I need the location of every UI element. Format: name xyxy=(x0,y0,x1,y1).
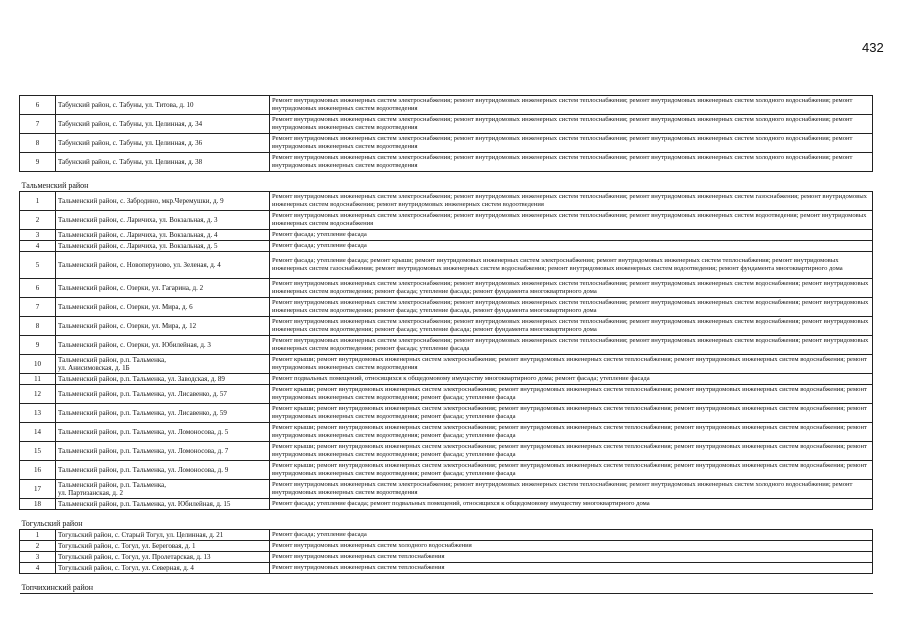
row-address: Тальменский район, с. Ларичиха, ул. Вокзальная, д. 3 xyxy=(56,211,270,230)
row-address: Тогульский район, с. Тогул, ул. Северная, д. 4 xyxy=(56,563,270,574)
row-works: Ремонт крыши; ремонт внутридомовых инженерных систем электроснабжения; ремонт внутридомовых инженерных систем теплоснабжения; ремонт внутридомовых инженерных систем водоснабжения; ремонт внутридомовых инженерных систем водоотведения; ремонт фасада; утепление фасада xyxy=(270,404,873,423)
row-works: Ремонт внутридомовых инженерных систем электроснабжения; ремонт внутридомовых инженерных систем теплоснабжения; ремонт внутридомовых инженерных систем водоснабжения; ремонт внутридомовых инженерных систем водоотведения; ремонт фасада; утепление фасада, ремонт фундамента многоквартирного дома xyxy=(270,298,873,317)
row-number: 4 xyxy=(20,241,56,252)
row-address: Тальменский район, р.п. Тальменка, ул. Заводская, д. 89 xyxy=(56,374,270,385)
row-address: Тогульский район, с. Тогул, ул. Пролетарская, д. 13 xyxy=(56,552,270,563)
row-address: Тальменский район, с. Озерки, ул. Юбилейная, д. 3 xyxy=(56,336,270,355)
table-row xyxy=(20,336,873,355)
row-number: 2 xyxy=(20,541,56,552)
row-number: 7 xyxy=(20,298,56,317)
row-works: Ремонт подвальных помещений, относящихся к общедомовому имуществу многоквартирного дома; ремонт фасада; утепление фасада xyxy=(270,374,873,385)
table-row xyxy=(20,374,873,385)
table-row xyxy=(20,423,873,442)
row-number: 9 xyxy=(20,336,56,355)
row-number: 17 xyxy=(20,480,56,499)
row-number: 3 xyxy=(20,552,56,563)
page-number: 432 xyxy=(862,40,884,55)
table-row xyxy=(20,96,873,115)
row-works: Ремонт внутридомовых инженерных систем холодного водоснабжения xyxy=(270,541,873,552)
row-works: Ремонт внутридомовых инженерных систем электроснабжения; ремонт внутридомовых инженерных систем теплоснабжения; ремонт внутридомовых инженерных систем холодного водоснабжения; ремонт внутридомовых инженерных систем водоотведения xyxy=(270,115,873,134)
section-title: Тогульский район xyxy=(20,510,873,530)
row-works: Ремонт внутридомовых инженерных систем электроснабжения; ремонт внутридомовых инженерных систем теплоснабжения; ремонт внутридомовых инженерных систем холодного водоснабжения; ремонт внутридомовых инженерных систем водоотведения xyxy=(270,153,873,172)
row-address: Тальменский район, с. Ларичиха, ул. Вокзальная, д. 5 xyxy=(56,241,270,252)
row-number: 8 xyxy=(20,134,56,153)
table-row xyxy=(20,499,873,510)
row-works: Ремонт внутридомовых инженерных систем теплоснабжения xyxy=(270,552,873,563)
table-row xyxy=(20,241,873,252)
row-number: 1 xyxy=(20,192,56,211)
table-row xyxy=(20,279,873,298)
row-works: Ремонт внутридомовых инженерных систем электроснабжения; ремонт внутридомовых инженерных систем теплоснабжения; ремонт внутридомовых инженерных систем водоотведения; ремонт внутридомовых инженерных систем водоснабжения xyxy=(270,211,873,230)
row-number: 2 xyxy=(20,211,56,230)
row-works: Ремонт крыши; ремонт внутридомовых инженерных систем электроснабжения; ремонт внутридомовых инженерных систем теплоснабжения; ремонт внутридомовых инженерных систем водоснабжения; ремонт внутридомовых инженерных систем водоотведения; ремонт фасада; утепление фасада xyxy=(270,385,873,404)
row-works: Ремонт внутридомовых инженерных систем электроснабжения; ремонт внутридомовых инженерных систем теплоснабжения; ремонт внутридомовых инженерных систем холодного водоснабжения; ремонт внутридомовых инженерных систем водоотведения xyxy=(270,134,873,153)
row-number: 18 xyxy=(20,499,56,510)
section-header xyxy=(20,574,873,594)
table-row xyxy=(20,298,873,317)
row-address: Тальменский район, с. Ларичиха, ул. Вокзальная, д. 4 xyxy=(56,230,270,241)
section-header xyxy=(20,172,873,192)
row-address: Тальменский район, р.п. Тальменка, ул. Юбилейная, д. 15 xyxy=(56,499,270,510)
section-title: Топчихинский район xyxy=(20,574,873,594)
row-works: Ремонт крыши; ремонт внутридомовых инженерных систем электроснабжения; ремонт внутридомовых инженерных систем теплоснабжения; ремонт внутридомовых инженерных систем водоснабжения; ремонт внутридомовых инженерных систем водоотведения; ремонт фасада; утепление фасада xyxy=(270,423,873,442)
row-number: 1 xyxy=(20,530,56,541)
table-row xyxy=(20,211,873,230)
table-row xyxy=(20,530,873,541)
row-works: Ремонт фасада; утепление фасада; ремонт подвальных помещений, относящихся к общедомовому имуществу многоквартирного дома xyxy=(270,499,873,510)
table-row xyxy=(20,252,873,279)
row-works: Ремонт фасада; утепление фасада xyxy=(270,241,873,252)
row-number: 12 xyxy=(20,385,56,404)
row-number: 14 xyxy=(20,423,56,442)
row-address: Тогульский район, с. Тогул, ул. Береговая, д. 1 xyxy=(56,541,270,552)
row-works: Ремонт внутридомовых инженерных систем электроснабжения; ремонт внутридомовых инженерных систем теплоснабжения; ремонт внутридомовых инженерных систем водоснабжения; ремонт внутридомовых инженерных систем водоотведения; ремонт фасада; утепление фасада xyxy=(270,336,873,355)
row-works: Ремонт внутридомовых инженерных систем электроснабжения; ремонт внутридомовых инженерных систем теплоснабжения; ремонт внутридомовых инженерных систем холодного водоснабжения; ремонт внутридомовых инженерных систем водоотведения xyxy=(270,96,873,115)
row-number: 16 xyxy=(20,461,56,480)
table-row xyxy=(20,355,873,374)
row-address: Тальменский район, р.п. Тальменка, ул. Ломоносова, д. 5 xyxy=(56,423,270,442)
table-row xyxy=(20,442,873,461)
row-address: Тальменский район, с. Новоперуново, ул. Зеленая, д. 4 xyxy=(56,252,270,279)
row-number: 13 xyxy=(20,404,56,423)
row-number: 6 xyxy=(20,279,56,298)
row-works: Ремонт внутридомовых инженерных систем электроснабжения; ремонт внутридомовых инженерных систем теплоснабжения; ремонт внутридомовых инженерных систем газоснабжения; ремонт внутридомовых инженерных систем водоснабжения; ремонт внутридомовых инженерных систем водоотведения xyxy=(270,192,873,211)
row-number: 3 xyxy=(20,230,56,241)
row-works: Ремонт внутридомовых инженерных систем электроснабжения; ремонт внутридомовых инженерных систем теплоснабжения; ремонт внутридомовых инженерных систем водоснабжения; ремонт внутридомовых инженерных систем водоотведения; ремонт фасада; утепление фасада; ремонт фундамента многоквартирного дома xyxy=(270,279,873,298)
row-number: 15 xyxy=(20,442,56,461)
row-address: Тальменский район, с. Забродино, мкр.Черемушки, д. 9 xyxy=(56,192,270,211)
table-row xyxy=(20,153,873,172)
table-row xyxy=(20,480,873,499)
table-row xyxy=(20,385,873,404)
row-works: Ремонт крыши; ремонт внутридомовых инженерных систем электроснабжения; ремонт внутридомовых инженерных систем теплоснабжения; ремонт внутридомовых инженерных систем водоснабжения; ремонт внутридомовых инженерных систем водоотведения xyxy=(270,355,873,374)
row-number: 5 xyxy=(20,252,56,279)
row-number: 9 xyxy=(20,153,56,172)
row-works: Ремонт фасада; утепление фасада xyxy=(270,230,873,241)
row-address: Тальменский район, с. Озерки, ул. Гагарина, д. 2 xyxy=(56,279,270,298)
repair-program-table xyxy=(19,95,873,594)
row-works: Ремонт внутридомовых инженерных систем теплоснабжения xyxy=(270,563,873,574)
row-address: Табунский район, с. Табуны, ул. Титова, д. 10 xyxy=(56,96,270,115)
row-address: Табунский район, с. Табуны, ул. Целинная, д. 38 xyxy=(56,153,270,172)
row-number: 11 xyxy=(20,374,56,385)
table-row xyxy=(20,461,873,480)
row-works: Ремонт крыши; ремонт внутридомовых инженерных систем электроснабжения; ремонт внутридомовых инженерных систем теплоснабжения; ремонт внутридомовых инженерных систем водоснабжения; ремонт внутридомовых инженерных систем водоотведения; ремонт фасада; утепление фасада xyxy=(270,461,873,480)
row-address: Тальменский район, с. Озерки, ул. Мира, д. 6 xyxy=(56,298,270,317)
table-row xyxy=(20,192,873,211)
table-row xyxy=(20,541,873,552)
row-address: Тогульский район, с. Старый Тогул, ул. Целинная, д. 21 xyxy=(56,530,270,541)
table-row xyxy=(20,404,873,423)
table-row xyxy=(20,134,873,153)
row-works: Ремонт крыши; ремонт внутридомовых инженерных систем электроснабжения; ремонт внутридомовых инженерных систем теплоснабжения; ремонт внутридомовых инженерных систем водоснабжения; ремонт внутридомовых инженерных систем водоотведения; ремонт фасада; утепление фасада xyxy=(270,442,873,461)
row-address: Табунский район, с. Табуны, ул. Целинная, д. 36 xyxy=(56,134,270,153)
row-works: Ремонт внутридомовых инженерных систем электроснабжения; ремонт внутридомовых инженерных систем теплоснабжения; ремонт внутридомовых инженерных систем водоснабжения; ремонт внутридомовых инженерных систем водоотведения; ремонт фасада; утепление фасада; ремонт фундамента многоквартирного дома xyxy=(270,317,873,336)
table-row xyxy=(20,563,873,574)
row-number: 7 xyxy=(20,115,56,134)
row-address: Тальменский район, р.п. Тальменка, ул. Партизанская, д. 2 xyxy=(56,480,270,499)
table-row xyxy=(20,552,873,563)
row-number: 8 xyxy=(20,317,56,336)
table-row xyxy=(20,317,873,336)
row-number: 4 xyxy=(20,563,56,574)
row-address: Тальменский район, р.п. Тальменка, ул. Анисимовская, д. 1Б xyxy=(56,355,270,374)
table-row xyxy=(20,115,873,134)
table-row xyxy=(20,230,873,241)
row-address: Тальменский район, р.п. Тальменка, ул. Лисавенко, д. 59 xyxy=(56,404,270,423)
section-title: Тальменский район xyxy=(20,172,873,192)
row-number: 10 xyxy=(20,355,56,374)
row-address: Тальменский район, р.п. Тальменка, ул. Ломоносова, д. 9 xyxy=(56,461,270,480)
row-number: 6 xyxy=(20,96,56,115)
row-works: Ремонт внутридомовых инженерных систем электроснабжения; ремонт внутридомовых инженерных систем теплоснабжения; ремонт внутридомовых инженерных систем холодного водоснабжения; ремонт внутридомовых инженерных систем водоотведения xyxy=(270,480,873,499)
section-header xyxy=(20,510,873,530)
row-address: Тальменский район, р.п. Тальменка, ул. Лисавенко, д. 57 xyxy=(56,385,270,404)
row-address: Тальменский район, р.п. Тальменка, ул. Ломоносова, д. 7 xyxy=(56,442,270,461)
row-works: Ремонт фасада; утепление фасада; ремонт крыши; ремонт внутридомовых инженерных систем электроснабжения; ремонт внутридомовых инженерных систем теплоснабжения; ремонт внутридомовых инженерных систем газоснабжения; ремонт внутридомовых инженерных систем водоснабжения; ремонт внутридомовых инженерных систем водоотведения; ремонт фундамента многоквартирного дома xyxy=(270,252,873,279)
row-address: Тальменский район, с. Озерки, ул. Мира, д. 12 xyxy=(56,317,270,336)
row-works: Ремонт фасада; утепление фасада xyxy=(270,530,873,541)
row-address: Табунский район, с. Табуны, ул. Целинная, д. 34 xyxy=(56,115,270,134)
